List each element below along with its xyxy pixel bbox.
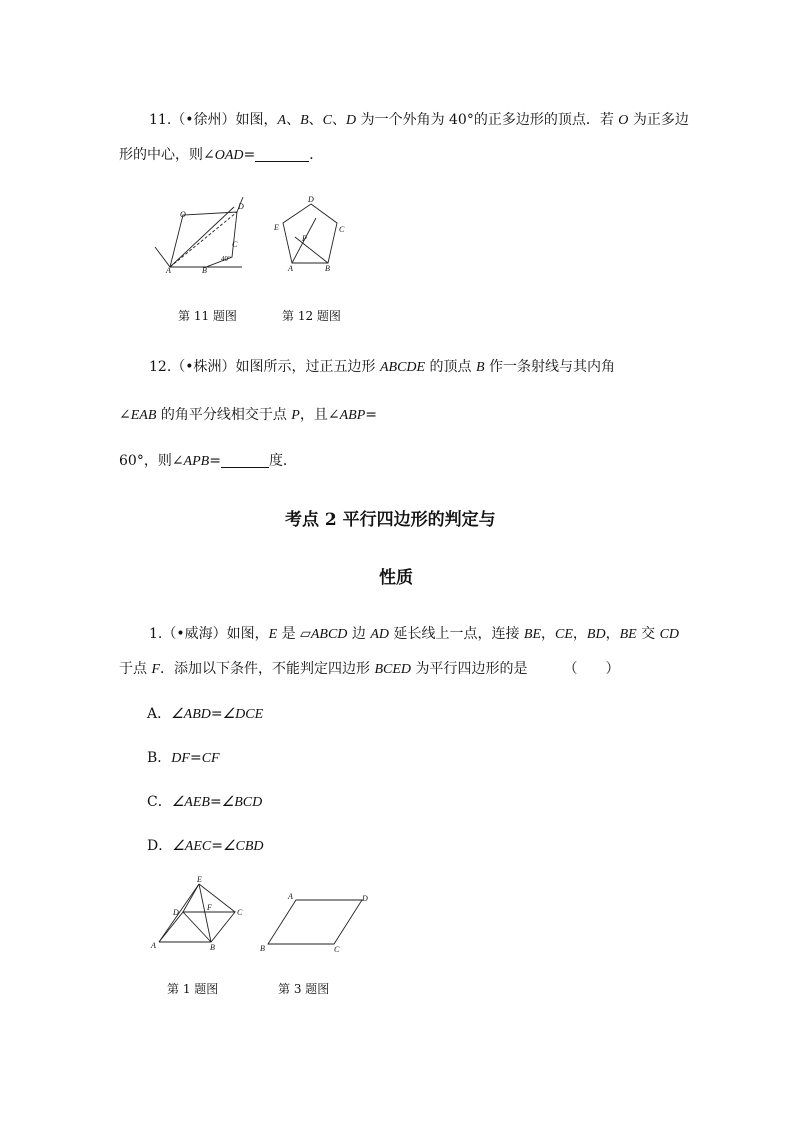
label-D: D (173, 908, 179, 917)
label-C: C (339, 225, 345, 234)
label-D: D (362, 894, 368, 903)
label-A: A (288, 264, 293, 273)
label-P: P (302, 234, 307, 243)
label-B: B (210, 943, 215, 952)
label-E: E (274, 223, 279, 232)
option-a: A．∠ABD=∠DCE (147, 706, 264, 722)
label-angle: 40° (221, 255, 231, 263)
figure-12 (273, 195, 363, 275)
section-heading-line-2: 性质 (379, 568, 413, 588)
label-O: O (180, 210, 186, 219)
label-F: F (207, 903, 212, 912)
label-C: C (237, 908, 243, 917)
caption-fig1: 第 1 题图 (167, 982, 219, 996)
label-B: B (325, 264, 330, 273)
label-A: A (288, 892, 293, 901)
q12-line-2: ∠EAB 的角平分线相交于点 P，且∠ABP= (119, 407, 377, 423)
answer-blank (255, 147, 309, 162)
q11-line-2: 形的中心，则∠OAD= ． (119, 147, 324, 163)
q12-line-3: 60°，则∠APB= 度． (119, 453, 297, 469)
label-C: C (232, 240, 238, 249)
figure-3 (258, 890, 378, 955)
segment-ae (159, 884, 199, 942)
q11-line-1: 11.（•徐州）如图，A、B、C、D 为一个外角为 40°的正多边形的顶点．若 O 为正多边 (149, 112, 689, 128)
label-A: A (151, 941, 156, 950)
pentagon (283, 204, 337, 263)
segment-bd (183, 912, 211, 942)
section-heading-line-1: 考点 2 平行四边形的判定与 (285, 510, 496, 530)
q1-line-1: 1.（•威海）如图，E 是 ▱ABCD 边 AD 延长线上一点，连接 BE，CE，BD，BE 交 CD (149, 626, 680, 642)
label-B: B (260, 944, 265, 953)
label-D: D (238, 202, 244, 211)
label-E: E (197, 875, 202, 884)
caption-fig12: 第 12 题图 (282, 309, 341, 323)
label-D: D (308, 195, 314, 204)
label-B: B (202, 266, 207, 275)
segment-be (199, 884, 211, 942)
option-d: D．∠AEC=∠CBD (147, 838, 264, 854)
option-b: B．DF=CF (147, 750, 220, 766)
figure-1 (150, 875, 250, 955)
q1-line-2: 于点 F．添加以下条件，不能判定四边形 BCED 为平行四边形的是 （ ） (119, 661, 620, 677)
caption-fig11: 第 11 题图 (178, 309, 237, 323)
option-c: C．∠AEB=∠BCD (147, 794, 263, 810)
figure-11 (150, 195, 250, 275)
parallelogram-abcd (268, 900, 362, 944)
label-C: C (334, 945, 340, 954)
caption-fig3: 第 3 题图 (278, 982, 330, 996)
label-A: A (166, 266, 171, 275)
ray-bp (295, 237, 328, 263)
q12-line-1: 12.（•株洲）如图所示，过正五边形 ABCDE 的顶点 B 作一条射线与其内角 (149, 359, 616, 375)
answer-blank (221, 453, 269, 468)
segment-ce (199, 884, 235, 912)
